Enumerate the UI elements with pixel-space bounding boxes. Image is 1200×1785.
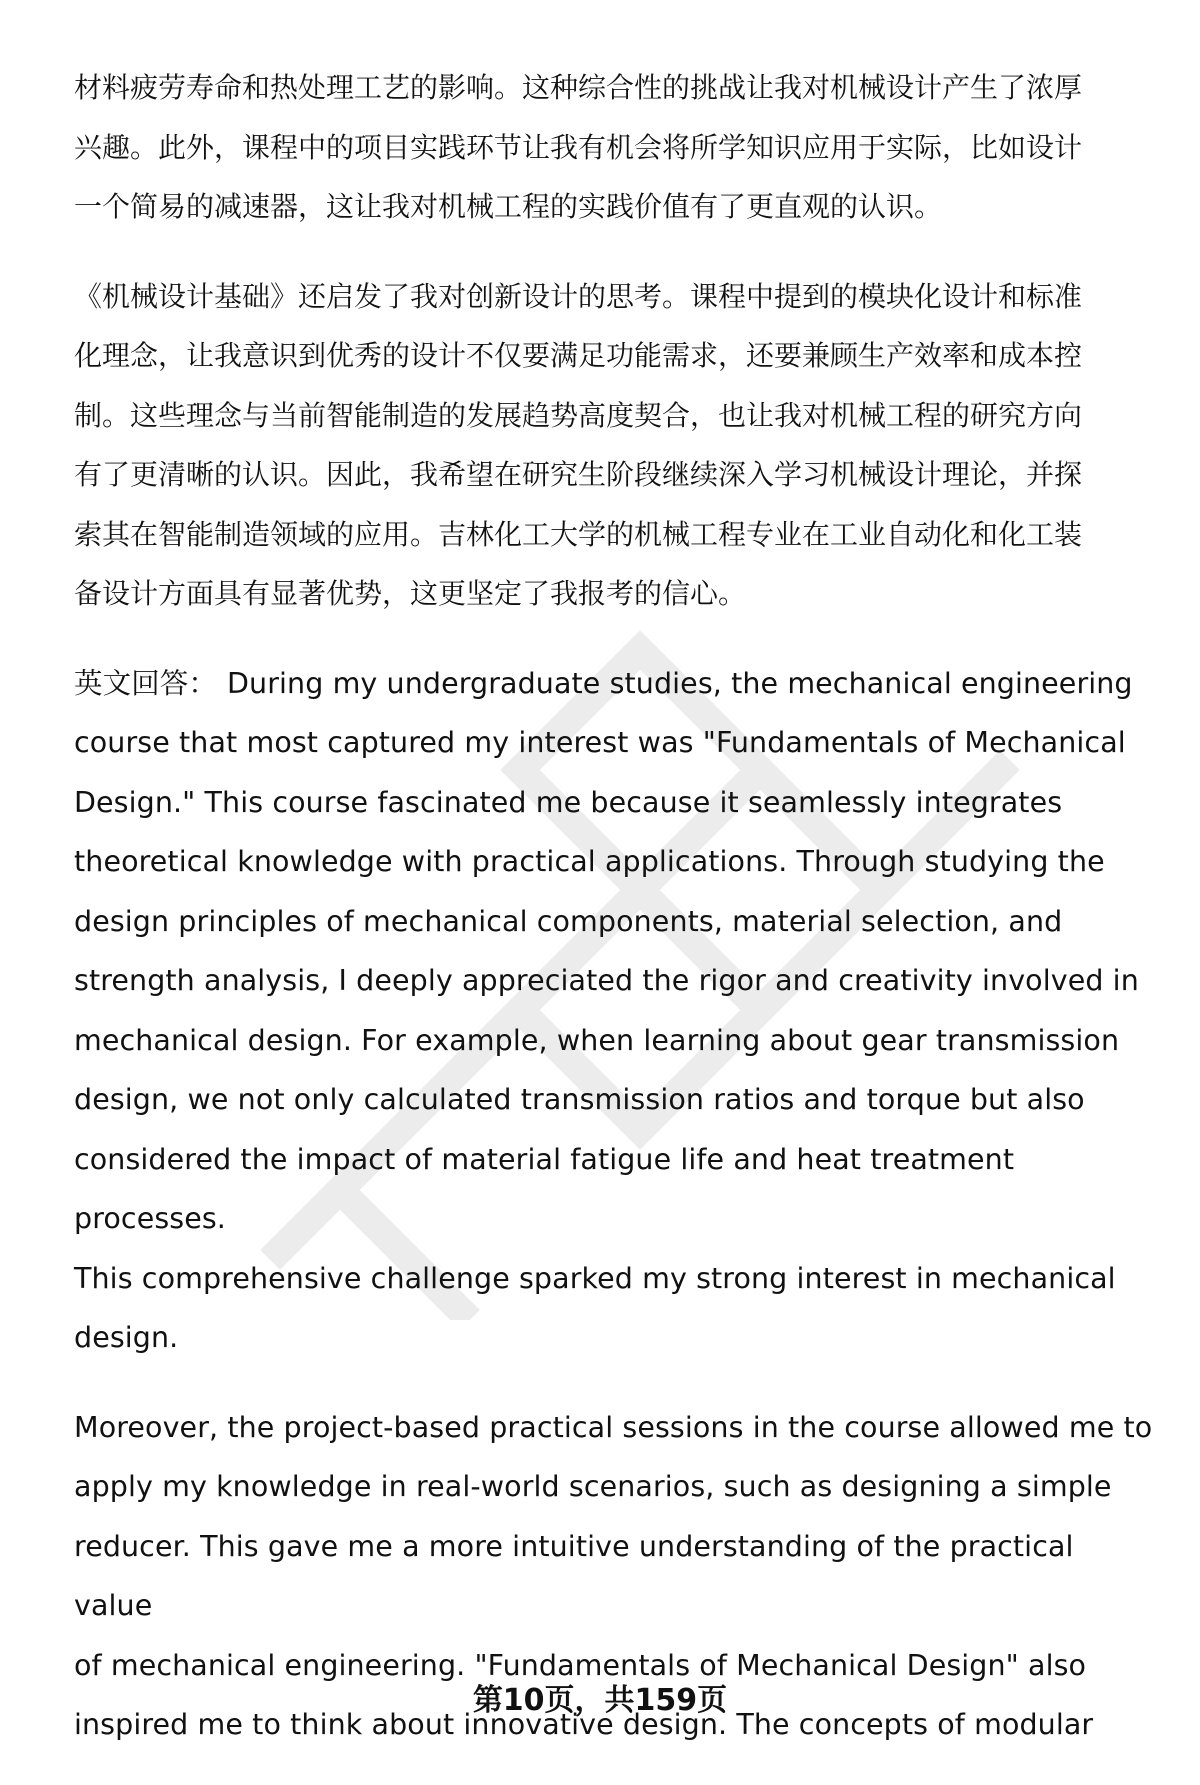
paragraph-english-2: Moreover, the project-based practical sessions in the course allowed me to apply my knowledge in real-world scenarios, such as designing a simple reducer. This gave me a more intuitive understanding of the practical value of mechanical engineering. "Fundamentals of Mechanical Design" also inspired me to think about innovative design. The concepts of modular [74, 1410, 1153, 1741]
paragraph-english-1 [74, 654, 1154, 1368]
paragraph-chinese-1: 材料疲劳寿命和热处理工艺的影响。这种综合性的挑战让我对机械设计产生了浓厚 兴趣。此外，课程中的项目实践环节让我有机会将所学知识应用于实际，比如设计 一个简易的减速器，这让我对机械工程的实践价值有了更直观的认识。 [74, 71, 1083, 223]
page-number: 第10页，共159页 [472, 1683, 728, 1718]
english-answer-label: 英文回答： [74, 666, 218, 700]
paragraph-chinese-2: 《机械设计基础》还启发了我对创新设计的思考。课程中提到的模块化设计和标准 化理念，让我意识到优秀的设计不仅要满足功能需求，还要兼顾生产效率和成本控 制。这些理念与当前智能制造的发展趋势高度契合，也让我对机械工程的研究方向 有了更清晰的认识。因此，我希望在研究生阶段继续深入学习机械设计理论，并探 索其在智能制造领域的应用。吉林化工大学的机械工程专业在工业自动化和化工装 备设计方面具有显著优势，这更坚定了我报考的信心。 [74, 279, 1083, 610]
english-answer-text: During my undergraduate studies, the mechanical engineering course that most captured my interest was "Fundamentals of Mechanical Design." This course fascinated me because it seamlessly integrates theoretical knowledge with practical applications. Through studying the design principles of mechanical components, material selection, and strength analysis, I deeply appreciated the rigor and creativity involved in mechanical design. For example, when learning about gear transmission design, we not only calculated transmission ratios and torque but also considered the impact of material fatigue life and heat treatment processes. This comprehensive challenge sparked my strong interest in mechanical design. [74, 666, 1139, 1354]
document-body [74, 58, 1154, 1785]
